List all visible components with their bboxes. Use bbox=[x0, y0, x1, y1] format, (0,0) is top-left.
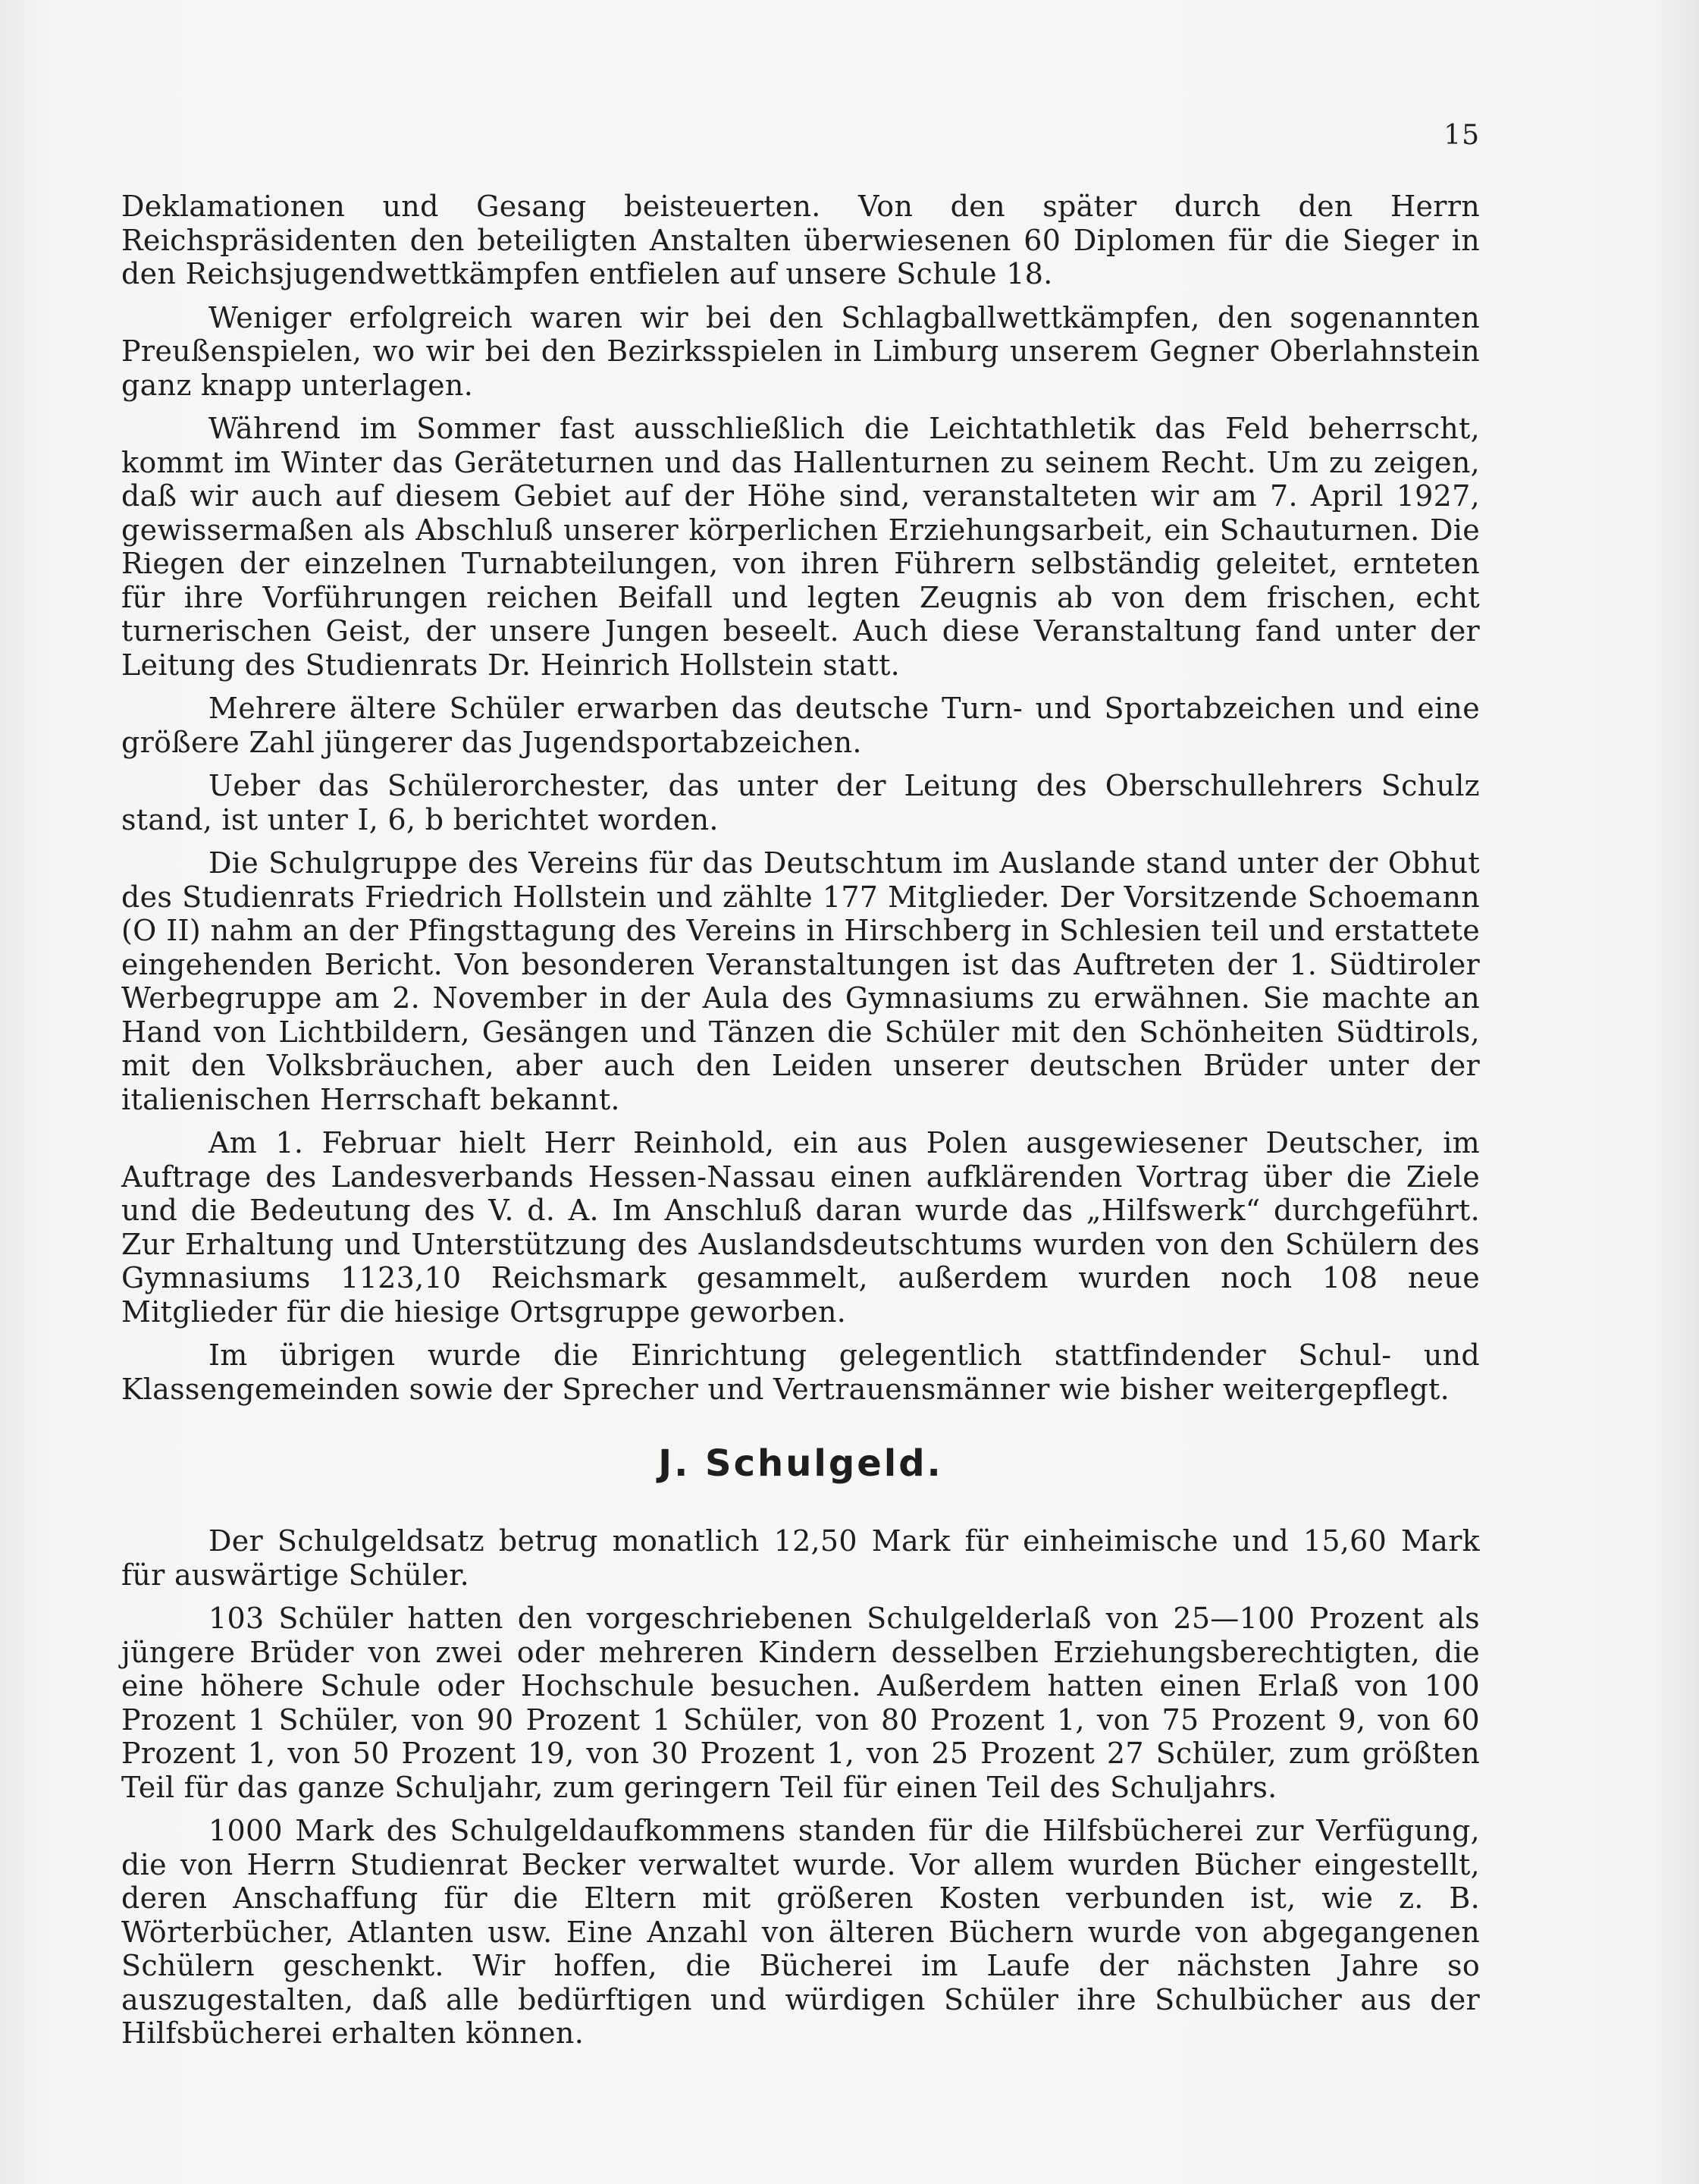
paragraph-klassengemeinden: Im übrigen wurde die Einrichtung gelegentlich stattfindender Schul- und Klassengemeinden sowie der Sprecher und Vertrauensmänner wie bisher weitergepflegt. bbox=[121, 1338, 1480, 1406]
paragraph-diplomas: Deklamationen und Gesang beisteuerten. Von den später durch den Herrn Reichspräsidenten den beteiligten Anstalten überwiesenen 60 Diplomen für die Sieger in den Reichsjugendwettkämpfen entfielen auf unsere Schule 18. bbox=[121, 190, 1480, 290]
paragraph-schlagball: Weniger erfolgreich waren wir bei den Schlagballwettkämpfen, den sogenannten Preußenspielen, wo wir bei den Bezirksspielen in Limburg unserem Gegner Oberlahnstein ganz knapp unterlagen. bbox=[121, 300, 1480, 402]
paragraph-schulgeldsatz: Der Schulgeldsatz betrug monatlich 12,50 Mark für einheimische und 15,60 Mark für auswärtige Schüler. bbox=[121, 1524, 1480, 1592]
paragraph-orchester: Ueber das Schülerorchester, das unter der Leitung des Oberschullehrers Schulz stand, ist unter I, 6, b berichtet worden. bbox=[121, 769, 1480, 836]
paragraph-schauturnen: Während im Sommer fast ausschließlich die Leichtathletik das Feld beherrscht, kommt im Winter das Geräteturnen und das Hallenturnen zu seinem Recht. Um zu zeigen, daß wir auch auf diesem Gebiet auf der Höhe sind, veranstalteten wir am 7. April 1927, gewissermaßen als Abschluß unserer körperlichen Erziehungsarbeit, ein Schauturnen. Die Riegen der einzelnen Turnabteilungen, von ihren Führern selbständig geleitet, ernteten für ihre Vorführungen reichen Beifall und legten Zeugnis ab von dem frischen, echt turnerischen Geist, der unsere Jungen beseelt. Auch diese Veranstaltung fand unter der Leitung des Studienrats Dr. Heinrich Hollstein statt. bbox=[121, 412, 1480, 682]
paragraph-vortrag-hilfswerk: Am 1. Februar hielt Herr Reinhold, ein aus Polen ausgewiesener Deutscher, im Auftrage des Landesverbands Hessen-Nassau einen aufklärenden Vortrag über die Ziele und die Bedeutung des V. d. A. Im Anschluß daran wurde das „Hilfswerk“ durchgeführt. Zur Erhaltung und Unterstützung des Auslandsdeutschtums wurden von den Schülern des Gymnasiums 1123,10 Reichsmark gesammelt, außerdem wurden noch 108 neue Mitglieder für die hiesige Ortsgruppe geworben. bbox=[121, 1126, 1480, 1329]
page-number: 15 bbox=[1444, 120, 1480, 151]
page-body bbox=[121, 190, 1480, 2060]
paragraph-schulgelderlass: 103 Schüler hatten den vorgeschriebenen Schulgelderlaß von 25—100 Prozent als jüngere Brüder von zwei oder mehreren Kindern desselben Erziehungsberechtigten, die eine höhere Schule oder Hochschule besuchen. Außerdem hatten einen Erlaß von 100 Prozent 1 Schüler, von 90 Prozent 1 Schüler, von 80 Prozent 1, von 75 Prozent 9, von 60 Prozent 1, von 50 Prozent 19, von 30 Prozent 1, von 25 Prozent 27 Schüler, zum größten Teil für das ganze Schuljahr, zum geringern Teil für einen Teil des Schuljahrs. bbox=[121, 1602, 1480, 1804]
paragraph-sportabzeichen: Mehrere ältere Schüler erwarben das deutsche Turn- und Sportabzeichen und eine größere Zahl jüngerer das Jugendsportabzeichen. bbox=[121, 692, 1480, 759]
paragraph-vda-schulgruppe: Die Schulgruppe des Vereins für das Deutschtum im Auslande stand unter der Obhut des Studienrats Friedrich Hollstein und zählte 177 Mitglieder. Der Vorsitzende Schoemann (O II) nahm an der Pfingsttagung des Vereins in Hirschberg in Schlesien teil und erstattete eingehenden Bericht. Von besonderen Veranstaltungen ist das Auftreten der 1. Südtiroler Werbegruppe am 2. November in der Aula des Gymnasiums zu erwähnen. Sie machte an Hand von Lichtbildern, Gesängen und Tänzen die Schüler mit den Schönheiten Südtirols, mit den Volksbräuchen, aber auch den Leiden unserer deutschen Brüder unter der italienischen Herrschaft bekannt. bbox=[121, 846, 1480, 1116]
section-heading-schulgeld: J. Schulgeld. bbox=[658, 1442, 943, 1485]
paragraph-hilfsbuecherei: 1000 Mark des Schulgeldaufkommens standen für die Hilfsbücherei zur Verfügung, die von Herrn Studienrat Becker verwaltet wurde. Vor allem wurden Bücher eingestellt, deren Anschaffung für die Eltern mit größeren Kosten verbunden ist, wie z. B. Wörterbücher, Atlanten usw. Eine Anzahl von älteren Büchern wurde von abgegangenen Schülern geschenkt. Wir hoffen, die Bücherei im Laufe der nächsten Jahre so auszugestalten, daß alle bedürftigen und würdigen Schüler ihre Schulbücher aus der Hilfsbücherei erhalten können. bbox=[121, 1814, 1480, 2050]
